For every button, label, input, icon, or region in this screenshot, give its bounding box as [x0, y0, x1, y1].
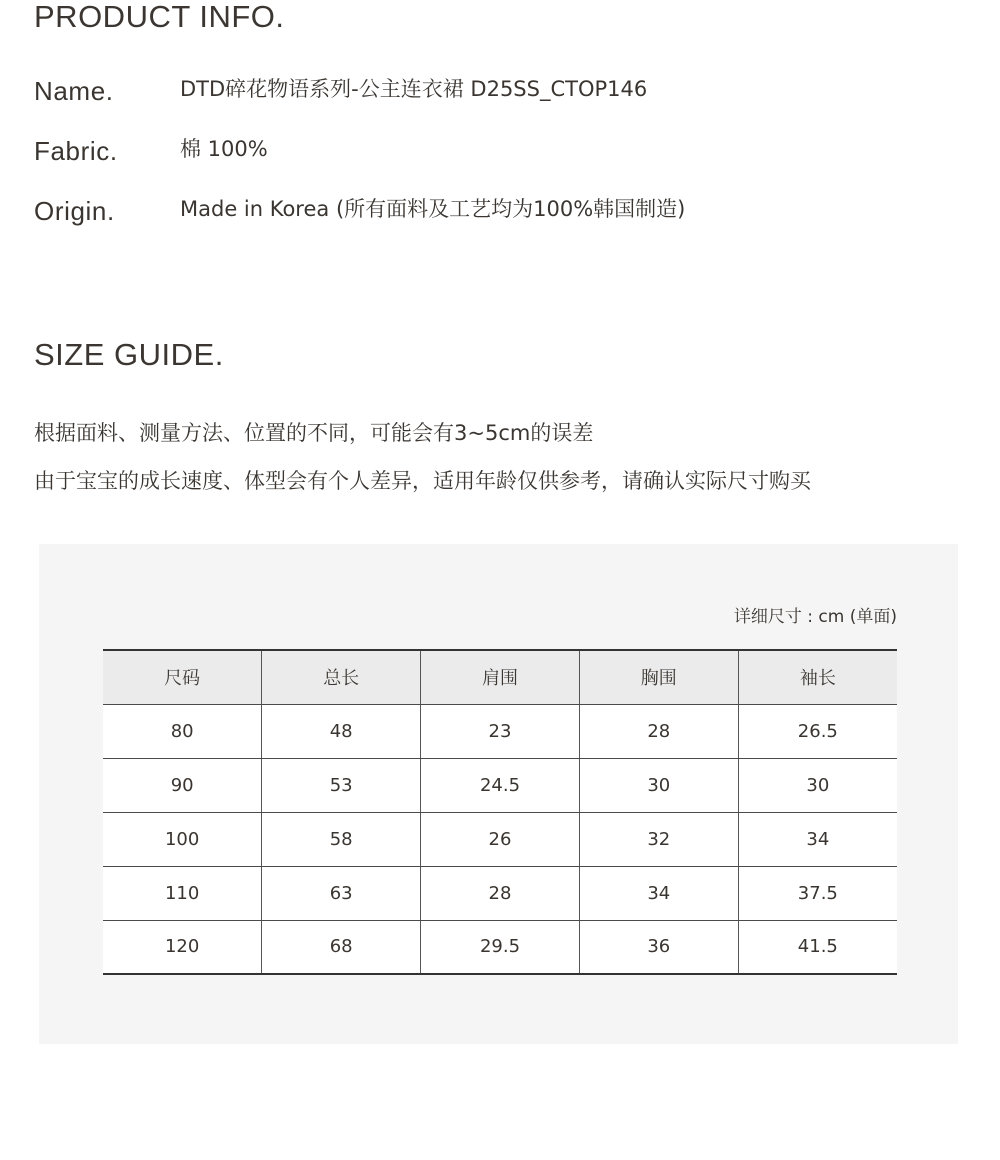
cell-sleeve-length: 37.5	[738, 866, 897, 920]
size-guide-title: SIZE GUIDE.	[34, 337, 224, 372]
table-row	[103, 704, 897, 758]
info-label-origin: Origin.	[34, 196, 115, 226]
product-info-title: PRODUCT INFO.	[34, 0, 285, 34]
cell-shoulder: 28	[421, 866, 580, 920]
size-guide-panel	[39, 544, 958, 1044]
cell-total-length: 48	[262, 704, 421, 758]
info-row-fabric	[34, 134, 974, 168]
cell-sleeve-length: 41.5	[738, 920, 897, 974]
cell-size: 100	[103, 812, 262, 866]
info-label-fabric: Fabric.	[34, 136, 118, 166]
cell-sleeve-length: 30	[738, 758, 897, 812]
cell-total-length: 68	[262, 920, 421, 974]
header-total-length: 总长	[262, 650, 421, 704]
header-size: 尺码	[103, 650, 262, 704]
cell-size: 110	[103, 866, 262, 920]
cell-shoulder: 23	[421, 704, 580, 758]
header-sleeve-length: 袖长	[738, 650, 897, 704]
header-chest: 胸围	[579, 650, 738, 704]
size-note-age-reference: 由于宝宝的成长速度、体型会有个人差异，适用年龄仅供参考，请确认实际尺寸购买	[34, 469, 811, 493]
table-row	[103, 920, 897, 974]
cell-shoulder: 26	[421, 812, 580, 866]
cell-chest: 36	[579, 920, 738, 974]
unit-note: 详细尺寸 : cm (单面)	[733, 607, 897, 627]
info-row-name	[34, 74, 974, 108]
cell-total-length: 58	[262, 812, 421, 866]
size-note-error-margin: 根据面料、测量方法、位置的不同，可能会有3~5cm的误差	[34, 421, 594, 445]
info-row-origin	[34, 194, 974, 228]
info-value-fabric: 棉 100%	[180, 137, 268, 161]
cell-chest: 28	[579, 704, 738, 758]
table-row	[103, 866, 897, 920]
table-row	[103, 812, 897, 866]
cell-shoulder: 29.5	[421, 920, 580, 974]
table-row	[103, 758, 897, 812]
cell-total-length: 63	[262, 866, 421, 920]
info-value-origin: Made in Korea (所有面料及工艺均为100%韩国制造)	[180, 197, 686, 221]
cell-size: 80	[103, 704, 262, 758]
cell-sleeve-length: 26.5	[738, 704, 897, 758]
cell-sleeve-length: 34	[738, 812, 897, 866]
cell-total-length: 53	[262, 758, 421, 812]
cell-chest: 34	[579, 866, 738, 920]
header-shoulder: 肩围	[421, 650, 580, 704]
size-table-header-row	[103, 650, 897, 704]
cell-size: 120	[103, 920, 262, 974]
cell-size: 90	[103, 758, 262, 812]
size-table	[103, 649, 897, 975]
cell-chest: 32	[579, 812, 738, 866]
info-label-name: Name.	[34, 76, 114, 106]
cell-chest: 30	[579, 758, 738, 812]
info-value-name: DTD碎花物语系列-公主连衣裙 D25SS_CTOP146	[180, 77, 648, 101]
cell-shoulder: 24.5	[421, 758, 580, 812]
